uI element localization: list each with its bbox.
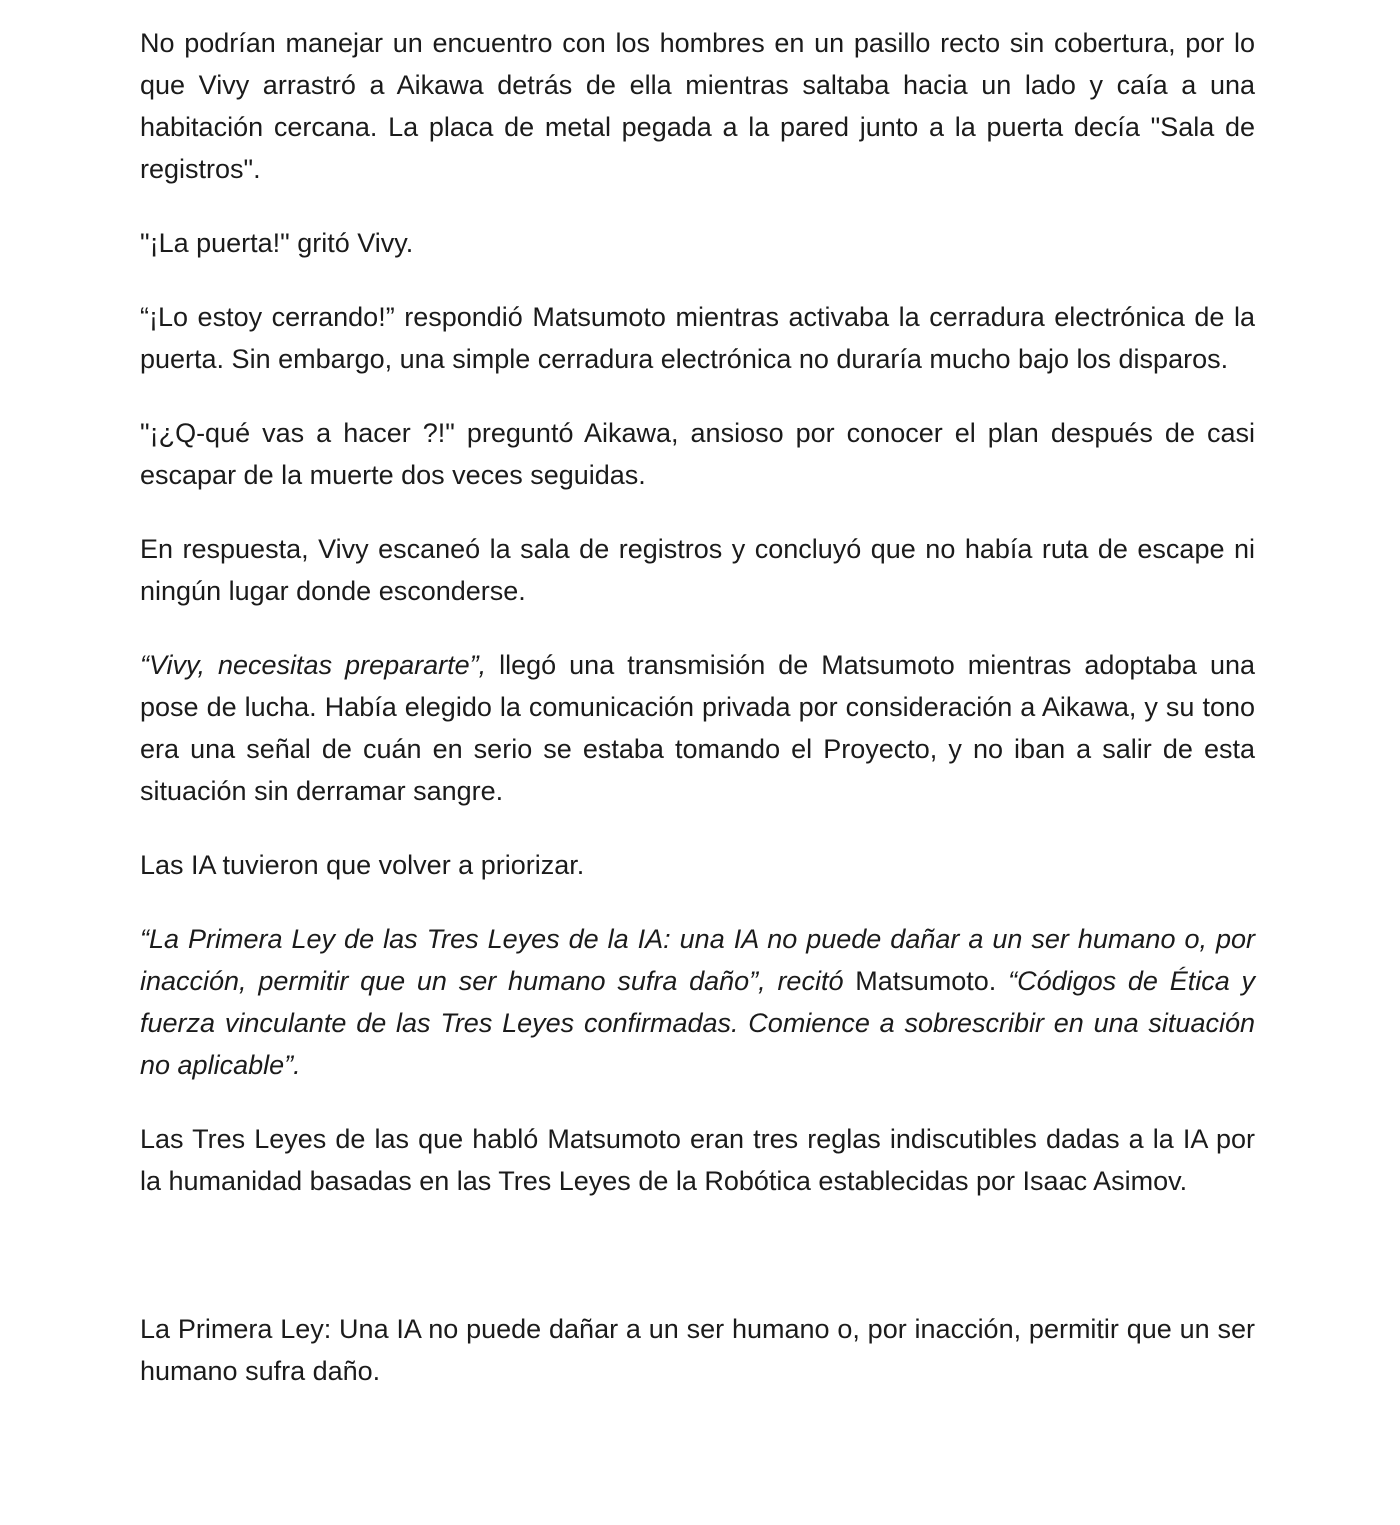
paragraph-6-italic: “Vivy, necesitas prepararte”,	[140, 650, 487, 680]
paragraph-10: La Primera Ley: Una IA no puede dañar a un ser humano o, por inacción, permitir que un ser humano sufra daño.	[140, 1314, 1255, 1386]
paragraph-2: "¡La puerta!" gritó Vivy.	[140, 228, 414, 258]
paragraph-8-italic-a: “La Primera Ley de las Tres Leyes de la IA: una IA no puede dañar a un ser humano o, por inacción, permitir que un ser humano sufra daño”, recitó	[140, 924, 1255, 996]
blank-space	[140, 1234, 1255, 1308]
paragraph-3: “¡Lo estoy cerrando!” respondió Matsumoto mientras activaba la cerradura electrónica de la puerta. Sin embargo, una simple cerradura electrónica no duraría mucho bajo los disparos.	[140, 302, 1255, 374]
paragraph-1: No podrían manejar un encuentro con los hombres en un pasillo recto sin cobertura, por lo que Vivy arrastró a Aikawa detrás de ella mientras saltaba hacia un lado y caía a una habitación cercana. La placa de metal pegada a la pared junto a la puerta decía "Sala de registros".	[140, 28, 1255, 184]
document-page	[140, 22, 1255, 1424]
paragraph-9: Las Tres Leyes de las que habló Matsumoto eran tres reglas indiscutibles dadas a la IA por la humanidad basadas en las Tres Leyes de la Robótica establecidas por Isaac Asimov.	[140, 1124, 1255, 1196]
paragraph-8-italic-b: “Códigos de Ética y fuerza vinculante de las Tres Leyes confirmadas. Comience a sobrescribir en una situación no aplicable”.	[140, 966, 1255, 1080]
paragraph-8-text: Matsumoto.	[843, 966, 1009, 996]
paragraph-5: En respuesta, Vivy escaneó la sala de registros y concluyó que no había ruta de escape ni ningún lugar donde esconderse.	[140, 534, 1255, 606]
paragraph-7: Las IA tuvieron que volver a priorizar.	[140, 850, 585, 880]
paragraph-6-text: llegó una transmisión de Matsumoto mientras adoptaba una pose de lucha. Había elegido la comunicación privada por consideración a Aikawa, y su tono era una señal de cuán en serio se estaba tomando el Proyecto, y no iban a salir de esta situación sin derramar sangre.	[140, 650, 1255, 806]
paragraph-6	[140, 644, 1255, 812]
paragraph-4: "¡¿Q-qué vas a hacer ?!" preguntó Aikawa, ansioso por conocer el plan después de casi escapar de la muerte dos veces seguidas.	[140, 418, 1255, 490]
paragraph-8	[140, 918, 1255, 1086]
